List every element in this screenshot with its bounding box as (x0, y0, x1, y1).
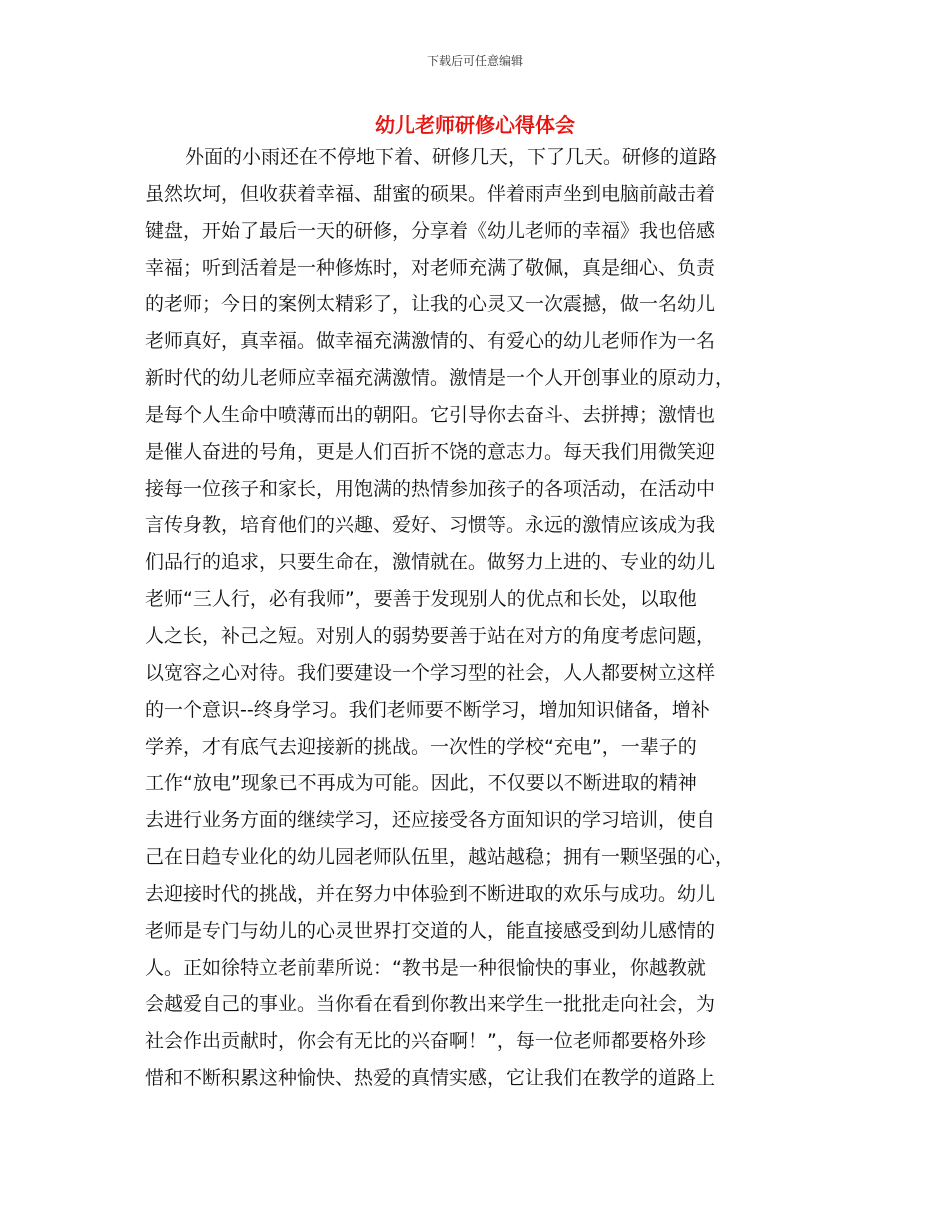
body-line: 己在日趋专业化的幼儿园老师队伍里，越站越稳；拥有一颗坚强的心， (145, 846, 735, 869)
body-line: 以宽容之心对待。我们要建设一个学习型的社会，人人都要树立这样 (145, 661, 716, 684)
body-line: 是每个人生命中喷薄而出的朝阳。它引导你去奋斗、去拼搏；激情也 (145, 403, 716, 426)
body-line: 去进行业务方面的继续学习，还应接受各方面知识的学习培训，使自 (145, 809, 716, 832)
body-line: 惜和不断积累这种愉快、热爱的真情实感，它让我们在教学的道路上 (145, 1067, 716, 1090)
body-line: 老师是专门与幼儿的心灵世界打交道的人，能直接感受到幼儿感情的 (145, 919, 716, 942)
body-line: 学养，才有底气去迎接新的挑战。一次性的学校“充电”，一辈子的 (145, 735, 697, 758)
page-header: 下载后可任意编辑 (426, 54, 523, 68)
body-line: 接每一位孩子和家长，用饱满的热情参加孩子的各项活动，在活动中 (145, 477, 716, 500)
body-line: 人之长，补己之短。对别人的弱势要善于站在对方的角度考虑问题， (145, 624, 716, 647)
body-line: 键盘，开始了最后一天的研修，分享着《幼儿老师的幸福》我也倍感 (145, 219, 716, 242)
body-line: 的一个意识--终身学习。我们老师要不断学习，增加知识储备，增补 (145, 698, 710, 721)
body-line: 会越爱自己的事业。当你看在看到你教出来学生一批批走向社会，为 (145, 993, 716, 1016)
body-line: 幸福；听到活着是一种修炼时，对老师充满了敬佩，真是细心、负责 (145, 256, 716, 279)
body-line: 新时代的幼儿老师应幸福充满激情。激情是一个人开创事业的原动力， (145, 367, 735, 390)
document-body (145, 139, 805, 1097)
document-title: 幼儿老师研修心得体会 (375, 113, 575, 137)
body-line: 外面的小雨还在不停地下着、研修几天，下了几天。研修的道路 (185, 146, 718, 168)
body-line: 的老师；今日的案例太精彩了，让我的心灵又一次震撼，做一名幼儿 (145, 293, 716, 316)
body-line: 去迎接时代的挑战，并在努力中体验到不断进取的欢乐与成功。幼儿 (145, 882, 716, 905)
body-line: 老师真好，真幸福。做幸福充满激情的、有爱心的幼儿老师作为一名 (145, 330, 716, 353)
body-line: 们品行的追求，只要生命在，激情就在。做努力上进的、专业的幼儿 (145, 551, 716, 574)
body-line: 工作“放电”现象已不再成为可能。因此，不仅要以不断进取的精神 (145, 772, 697, 795)
body-line: 社会作出贡献时，你会有无比的兴奋啊！”，每一位老师都要格外珍 (145, 1030, 706, 1053)
body-line: 是催人奋进的号角，更是人们百折不饶的意志力。每天我们用微笑迎 (145, 440, 716, 463)
body-line: 老师“三人行，必有我师”，要善于发现别人的优点和长处，以取他 (145, 588, 697, 611)
body-line: 虽然坎坷，但收获着幸福、甜蜜的硕果。伴着雨声坐到电脑前敲击着 (145, 182, 716, 205)
body-line: 人。正如徐特立老前辈所说：“教书是一种很愉快的事业，你越教就 (145, 956, 706, 979)
body-line: 言传身教，培育他们的兴趣、爱好、习惯等。永远的激情应该成为我 (145, 514, 716, 537)
